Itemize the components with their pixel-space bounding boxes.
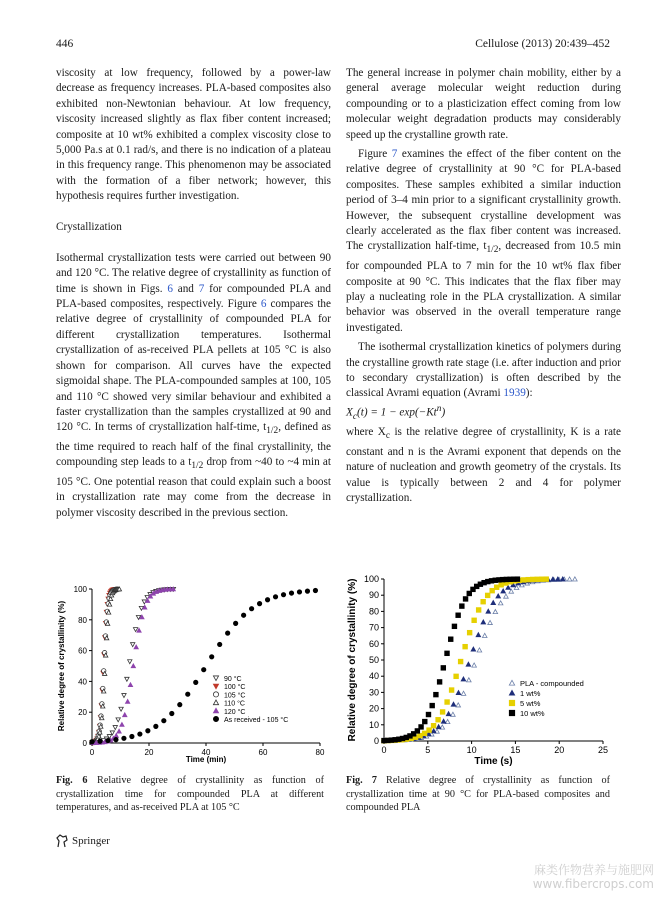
data-point bbox=[145, 598, 149, 602]
data-point bbox=[178, 702, 182, 706]
data-point bbox=[130, 734, 134, 738]
data-point bbox=[496, 594, 501, 598]
data-point bbox=[456, 703, 461, 707]
data-point bbox=[472, 663, 477, 667]
x-tick-label: 20 bbox=[144, 748, 154, 757]
legend-label: PLA - compounded bbox=[520, 679, 584, 688]
data-point bbox=[116, 718, 120, 722]
data-point bbox=[273, 595, 277, 599]
legend-label: 120 °C bbox=[224, 708, 246, 716]
data-point bbox=[506, 585, 511, 589]
y-tick-label: 60 bbox=[78, 646, 87, 656]
data-point bbox=[494, 585, 499, 590]
data-point bbox=[106, 738, 110, 742]
y-tick-label: 40 bbox=[368, 671, 379, 682]
data-point bbox=[128, 660, 132, 664]
data-point bbox=[530, 577, 535, 582]
data-point bbox=[98, 739, 102, 743]
avrami-equation: $X_c(t) = 1 - \exp(-Kt^n)$ bbox=[346, 403, 446, 422]
x-tick-label: 5 bbox=[425, 745, 431, 755]
data-point bbox=[476, 633, 481, 637]
data-point bbox=[456, 613, 461, 618]
data-point bbox=[441, 719, 446, 723]
data-point bbox=[289, 591, 293, 595]
data-point bbox=[504, 594, 509, 598]
data-point bbox=[451, 712, 456, 716]
data-point bbox=[440, 710, 445, 715]
data-point bbox=[499, 582, 504, 587]
data-point bbox=[186, 692, 190, 696]
data-point bbox=[544, 577, 549, 582]
fig6-plot-svg bbox=[52, 575, 334, 765]
y-tick-label: 40 bbox=[78, 677, 87, 687]
legend-marker bbox=[213, 700, 218, 705]
y-tick-label: 60 bbox=[368, 638, 379, 649]
data-point bbox=[134, 645, 138, 649]
data-point bbox=[521, 578, 526, 583]
data-point bbox=[467, 678, 472, 682]
y-tick-label: 70 bbox=[368, 622, 379, 633]
legend-marker bbox=[213, 684, 218, 689]
data-point bbox=[113, 726, 117, 730]
data-point bbox=[448, 637, 453, 642]
data-point bbox=[488, 620, 493, 624]
section-heading-crystallization: Crystallization bbox=[56, 221, 122, 234]
data-point bbox=[458, 659, 463, 664]
legend-label: 105 °C bbox=[224, 692, 246, 700]
y-tick-label: 50 bbox=[368, 655, 379, 665]
data-point bbox=[451, 702, 456, 706]
data-point bbox=[430, 703, 435, 708]
x-axis-label: Time (s) bbox=[474, 756, 513, 767]
fig7-link[interactable]: 7 bbox=[198, 282, 205, 295]
data-point bbox=[305, 589, 309, 593]
left-paragraph-2: Isothermal crystallization tests were carried out between 90 and 120 °C. The relative degree of crystallinity as function of time is shown in Figs. 6 and 7 for compounded PLA and PLA-based composites, respectively. Figure 6 compares the relative degree of crystallinity of compounded PLA for different crystallization temperatures. Isothermal crystallization of as-received PLA pellets at 105 °C is also shown for comparison. All curves have the expected sigmoidal shape. The PLA-compounded samples at 100, 105 and 110 °C showed very similar behaviour and exhibited a faster crystallization than the samples crystallized at 90 and 120 °C. In terms of crystallization half-time, $t_{1/2}$, defined as the time required to reach half of the final crystallinity, the compounding step leads to a $t_{1/2}$ drop from ~40 to ~4 min at 105 °C. One potential reason that could explain such a boost in crystallization rate may come from the decrease in polymer viscosity described in the previous section. bbox=[56, 251, 331, 519]
data-point bbox=[122, 694, 126, 698]
data-point bbox=[463, 597, 468, 602]
y-tick-label: 0 bbox=[373, 736, 379, 746]
footer bbox=[56, 834, 110, 848]
x-tick-label: 80 bbox=[315, 748, 325, 757]
data-point bbox=[476, 608, 481, 613]
data-point bbox=[257, 601, 261, 605]
data-point bbox=[482, 633, 487, 637]
fig7-chart bbox=[342, 567, 617, 772]
data-point bbox=[119, 707, 123, 711]
data-point bbox=[526, 577, 531, 582]
data-point bbox=[477, 648, 482, 652]
data-point bbox=[426, 712, 431, 717]
data-point bbox=[461, 677, 466, 681]
legend-marker bbox=[509, 690, 514, 695]
data-point bbox=[281, 592, 285, 596]
data-point bbox=[486, 609, 491, 613]
data-point bbox=[123, 713, 127, 717]
data-point bbox=[567, 577, 572, 581]
data-point bbox=[498, 601, 503, 605]
fig6-link-2[interactable]: 6 bbox=[260, 298, 267, 311]
y-tick-label: 100 bbox=[363, 574, 379, 584]
fig6-chart bbox=[52, 575, 334, 770]
page-number: 446 bbox=[56, 38, 74, 50]
data-point bbox=[138, 732, 142, 736]
left-paragraph-1: viscosity at low frequency, followed by a power-law decrease as frequency increases. PLA-based composites also exhibited non-Newtonian behaviour. At low frequency, viscosity increased slightly as flax fiber content increased; composite at 10 wt% exhibited a complex viscosity close to 5,000 Pa.s at 0.1 rad/s, and there is no indication of a plateau in this frequency range. This phenomenon may be associated with the formation of a fiber network; however, this hypothesis requires further investigation. bbox=[56, 67, 331, 203]
legend-marker bbox=[213, 716, 218, 721]
watermark: 麻类作物营养与施肥网 www.fibercrops.com bbox=[532, 863, 654, 891]
data-point bbox=[422, 731, 427, 736]
data-point bbox=[535, 577, 540, 582]
y-axis-label: Relative degree of crystallinity (%) bbox=[347, 578, 358, 742]
legend-label: As received - 105 °C bbox=[224, 717, 289, 724]
data-point bbox=[241, 613, 245, 617]
avrami-reference-link[interactable]: 1939 bbox=[503, 387, 526, 400]
data-point bbox=[131, 664, 135, 668]
y-tick-label: 100 bbox=[73, 585, 87, 594]
y-tick-label: 20 bbox=[78, 708, 87, 718]
x-tick-label: 25 bbox=[597, 745, 609, 755]
data-point bbox=[210, 655, 214, 659]
data-point bbox=[490, 588, 495, 593]
data-point bbox=[422, 719, 427, 724]
data-point bbox=[154, 724, 158, 728]
right-paragraph-3: The isothermal crystallization kinetics of polymers during the crystalline growth rate stage (i.e. after induction and prior to secondary crystallization) is often described by the classical Avrami equation (Avrami 1939): bbox=[346, 341, 621, 400]
data-point bbox=[446, 712, 451, 716]
y-tick-label: 20 bbox=[368, 703, 379, 714]
fig7-link-right[interactable]: 7 bbox=[391, 148, 398, 161]
data-point bbox=[472, 618, 477, 623]
data-point bbox=[297, 590, 301, 594]
y-tick-label: 0 bbox=[82, 739, 87, 748]
y-tick-label: 30 bbox=[368, 687, 379, 698]
data-point bbox=[466, 662, 471, 666]
legend-label: 110 °C bbox=[224, 700, 245, 708]
legend-label: 5 wt% bbox=[520, 699, 541, 708]
data-point bbox=[125, 699, 129, 703]
data-point bbox=[436, 725, 441, 729]
x-tick-label: 60 bbox=[258, 748, 268, 757]
springer-horse-icon bbox=[56, 834, 68, 848]
data-point bbox=[431, 723, 436, 728]
data-point bbox=[114, 733, 118, 737]
y-tick-label: 80 bbox=[368, 606, 379, 617]
data-point bbox=[436, 717, 441, 722]
data-point bbox=[120, 722, 124, 726]
legend-marker bbox=[509, 680, 514, 685]
data-point bbox=[117, 729, 121, 733]
legend-marker bbox=[213, 692, 218, 697]
data-point bbox=[481, 599, 486, 604]
data-point bbox=[445, 651, 450, 656]
data-point bbox=[471, 647, 476, 651]
x-tick-label: 10 bbox=[466, 745, 477, 755]
data-point bbox=[170, 711, 174, 715]
data-point bbox=[441, 666, 446, 671]
data-point bbox=[485, 593, 490, 598]
left-column bbox=[56, 66, 331, 521]
right-paragraph-1: The general increase in polymer chain mobility, either by a general average molecular weight reduction during compounding or to a plasticization effect coming from low molecular weight degradation products may considerably speed up the crystalline growth rate. bbox=[346, 67, 621, 141]
legend-label: 90 °C bbox=[224, 676, 242, 683]
data-point bbox=[437, 680, 442, 685]
data-point bbox=[418, 733, 423, 738]
data-point bbox=[419, 725, 424, 730]
legend-marker bbox=[213, 708, 218, 713]
legend-marker bbox=[509, 700, 514, 705]
journal-reference: Cellulose (2013) 20:439–452 bbox=[475, 38, 610, 50]
data-point bbox=[431, 729, 436, 733]
data-point bbox=[445, 700, 450, 705]
data-point bbox=[573, 577, 578, 581]
data-point bbox=[249, 606, 253, 610]
data-point bbox=[162, 719, 166, 723]
y-tick-label: 90 bbox=[368, 590, 379, 601]
x-tick-label: 0 bbox=[89, 748, 95, 757]
data-point bbox=[456, 690, 461, 694]
data-point bbox=[449, 688, 454, 693]
legend-label: 100 °C bbox=[224, 684, 246, 692]
right-paragraph-2: Figure 7 examines the effect of the fiber content on the relative degree of crystallinity at 90 °C for PLA-based composites. These samples exhibited a similar induction period of 3–4 min prior to a significant crystallinity growth. However, the subsequent crystalline development was clearly accelerated as the flax fiber content was increased. The crystallization half-time, $t_{1/2}$, decreased from 10.5 min for compounded PLA to 7 min for the 10 wt% flax fiber composite at 90 °C. This indicates that the flax fiber may play a nucleating role in the PLA crystallization. A similar behavior was observed in the overall temperature range investigated. bbox=[346, 148, 621, 334]
y-tick-label: 80 bbox=[78, 615, 87, 625]
data-point bbox=[434, 692, 439, 697]
x-tick-label: 40 bbox=[201, 748, 211, 757]
x-tick-label: 15 bbox=[510, 745, 521, 755]
data-point bbox=[114, 737, 118, 741]
data-point bbox=[454, 674, 459, 679]
data-point bbox=[491, 600, 496, 604]
data-point bbox=[233, 621, 237, 625]
data-point bbox=[146, 729, 150, 733]
x-tick-label: 20 bbox=[554, 745, 565, 755]
right-column bbox=[346, 66, 621, 506]
data-point bbox=[143, 605, 147, 609]
legend-marker bbox=[509, 710, 514, 715]
data-point bbox=[463, 644, 468, 649]
x-tick-label: 0 bbox=[381, 745, 387, 755]
fig7-caption: Fig. 7 Relative degree of crystallinity as function of crystallization time at 90 °C for PLA-based composites and compounded PLA bbox=[346, 775, 610, 813]
y-tick-label: 10 bbox=[368, 719, 379, 730]
legend-marker bbox=[213, 676, 218, 681]
data-point bbox=[501, 589, 506, 593]
data-point bbox=[194, 680, 198, 684]
data-point bbox=[427, 728, 432, 733]
data-point bbox=[90, 740, 94, 744]
data-point bbox=[217, 642, 221, 646]
data-point bbox=[515, 577, 520, 582]
data-point bbox=[467, 630, 472, 635]
data-point bbox=[539, 577, 544, 582]
y-axis-label: Relative degree of crystallinity (%) bbox=[57, 600, 66, 732]
fig7-plot-svg bbox=[342, 567, 617, 767]
data-point bbox=[125, 677, 129, 681]
data-point bbox=[313, 588, 317, 592]
data-point bbox=[481, 620, 486, 624]
fig6-caption: Fig. 6 Relative degree of crystallinity as function of crystallization time for compounded PLA at different temperatures, and as-received PLA at 105 °C bbox=[56, 775, 324, 813]
data-point bbox=[493, 610, 498, 614]
fig6-link[interactable]: 6 bbox=[167, 282, 173, 295]
publisher-name: Springer bbox=[72, 835, 110, 847]
data-point bbox=[460, 604, 465, 609]
data-point bbox=[265, 598, 269, 602]
data-point bbox=[452, 624, 457, 629]
data-point bbox=[202, 667, 206, 671]
right-paragraph-4: where $X_c$ is the relative degree of crystallinity, K is a rate constant and n is the Avrami exponent that depends on the nature of nucleation and growth geometry of the crystals. Its value is typically between 2 and 4 for polymer crystallization. bbox=[346, 426, 621, 504]
data-point bbox=[122, 736, 126, 740]
x-axis-label: Time (min) bbox=[185, 755, 227, 764]
data-point bbox=[461, 691, 466, 695]
data-point bbox=[130, 643, 134, 647]
legend-label: 1 wt% bbox=[520, 689, 541, 698]
data-point bbox=[225, 631, 229, 635]
data-point bbox=[128, 683, 132, 687]
legend-label: 10 wt% bbox=[520, 709, 545, 718]
